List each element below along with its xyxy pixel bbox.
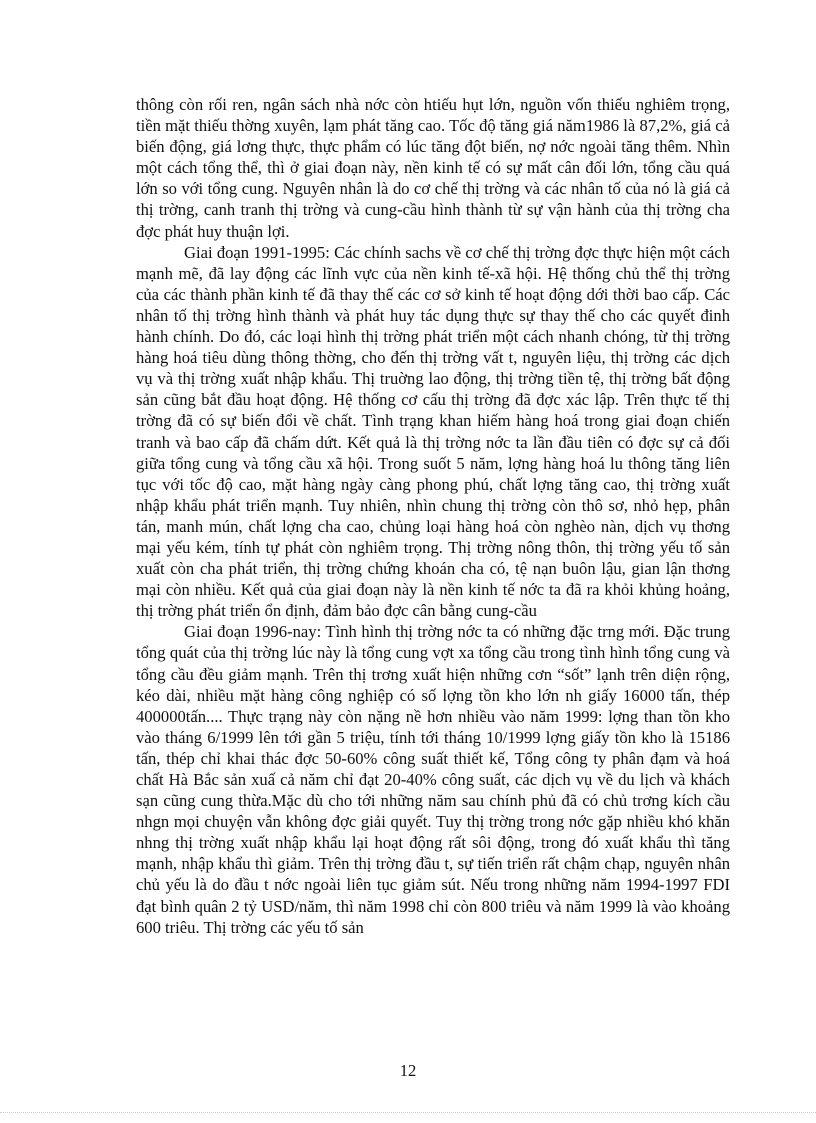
page-number: 12 bbox=[399, 1061, 417, 1080]
paragraph-period-1996-present: Giai đoạn 1996-nay: Tình hình thị trờng nớc ta có những đặc trng mới. Đặc trung tổng quát của thị trờng lúc này là tổng cung vợt xa tổng cầu trong tình hình tổng cung và tổng cầu đều giảm mạnh. Trên thị trơng xuất hiện những cơn “sốt” lạnh trên diện rộng, kéo dài, nhiều mặt hàng công nghiệp có số lợng tồn kho lớn nh giấy 16000 tấn, thép 400000tấn.... Thực trạng này còn nặng nề hơn nhiều vào năm 1999: lợng than tồn kho vào tháng 6/1999 lên tới gần 5 triệu, tính tới tháng 10/1999 lợng giấy tồn kho là 15186 tấn, thép chỉ khai thác đợc 50-60% công suất thiết kế, Tổng công ty phân đạm và hoá chất Hà Bắc sản xuấ cả năm chỉ đạt 20-40% công suất, các dịch vụ về du lịch và khách sạn cũng cung thừa.Mặc dù cho tới những năm sau chính phủ đã có chủ trơng kích cầu nhgn mọi chuyện vẫn không đợc giải quyết. Tuy thị trờng trong nớc gặp nhiều khó khăn nhng thị trờng xuất nhập khẩu lại hoạt động rất sôi động, trong đó xuất khẩu thì tăng mạnh, nhập khẩu thì giảm. Trên thị trờng đầu t, sự tiến triển rất chậm chạp, nguyên nhân chủ yếu là do đầu t nớc ngoài liên tục giảm sút. Nếu trong những năm 1994-1997 FDI đạt bình quân 2 tỷ USD/năm, thì năm 1998 chỉ còn 800 triêu và năm 1999 là vào khoảng 600 triêu. Thị trờng các yếu tố sản bbox=[136, 622, 730, 937]
page-body bbox=[136, 94, 730, 938]
paragraph-continuation: thông còn rối ren, ngân sách nhà nớc còn htiếu hụt lớn, nguồn vốn thiếu nghiêm trọng, tiền mặt thiếu thờng xuyên, lạm phát tăng cao. Tốc độ tăng giá năm1986 là 87,2%, giá cả biến động, giá lơng thực, thực phẩm có lúc tăng đột biến, nợ nớc ngoài tăng thêm. Nhìn một cách tổng thể, thì ở giai đoạn này, nền kinh tế có sự mất cân đối lớn, tổng cầu quá lớn so với tổng cung. Nguyên nhân là do cơ chế thị trờng và các nhân tố của nó là giá cả thị trờng, canh tranh thị trờng và cung-cầu hình thành từ sự vận hành của thị trờng cha đợc phát huy thuận lợi. bbox=[136, 95, 730, 241]
paragraph-period-1991-1995: Giai đoạn 1991-1995: Các chính sachs về cơ chế thị trờng đợc thực hiện một cách mạnh mẽ, đã lay động các lĩnh vực của nền kinh tế-xã hội. Hệ thống chủ thể thị trờng của các thành phần kinh tế đã thay thế các cơ sở kinh tế hoạt động dới thời bao cấp. Các nhân tố thị trờng hình thành và phát huy tác dụng thực sự thay thế cho các quyết đinh hành chính. Do đó, các loại hình thị trờng phát triển một cách nhanh chóng, từ thị trờng hàng hoá tiêu dùng thông thờng, cho đến thị trờng vất t, nguyên liệu, thị trờng các dịch vụ và thị trờng xuất nhập khẩu. Thị truờng lao động, thị trờng tiền tệ, thị trờng bất động sản cũng bắt đầu hoạt động. Hệ thống cơ cấu thị trờng đã đợc xác lập. Trên thực tế thị trờng đã có sự biến đổi về chất. Tình trạng khan hiếm hàng hoá trong giai đoạn chiến tranh và bao cấp đã chấm dứt. Kết quả là thị trờng nớc ta lần đầu tiên có đợc sự cả đối giữa tổng cung và tổng cầu xã hội. Trong suốt 5 năm, lợng hàng hoá lu thông tăng liên tục với tốc độ cao, mặt hàng ngày càng phong phú, chất lợng tăng cao, thị trờng xuất nhập khẩu phát triển mạnh. Tuy nhiên, nhìn chung thị trờng còn thô sơ, nhỏ hẹp, phân tán, manh mún, chất lợng cha cao, chủng loại hàng hoá còn nghèo nàn, dịch vụ thơng mại yếu kém, tính tự phát còn nghiêm trọng. Thị trờng nông thôn, thị trờng yếu tố sản xuất còn cha phát triển, thị trờng chứng khoán cha có, tệ nạn buôn lậu, gian lận thơng mại còn nhiều. Kết quả của giai đoạn này là nền kinh tế nớc ta đã ra khỏi khủng hoảng, thị trờng phát triển ổn định, đảm bảo đợc cân bằng cung-cầu bbox=[136, 242, 730, 621]
page-bottom-edge bbox=[0, 1112, 816, 1123]
